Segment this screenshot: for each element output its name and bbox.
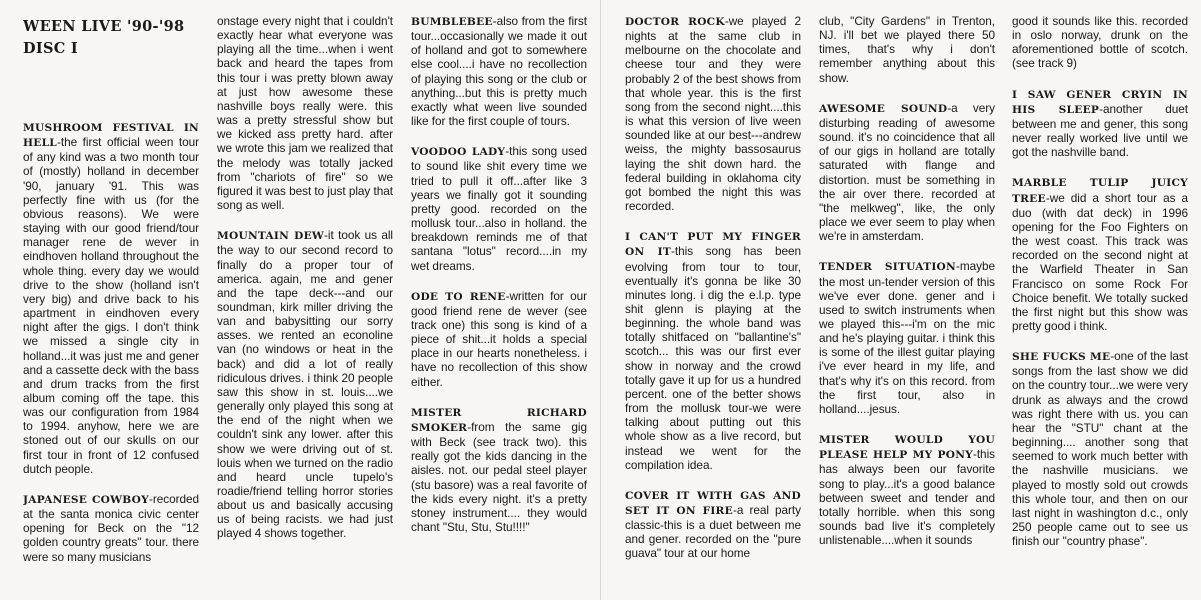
track-description: -the first official ween tour of any kind was a two month tour of (mostly) holland in december '90, january '91. This was perfectly fine with us (for the obvious reasons). We were staying with our good friend/tour manager rene de wever in eindhoven holland throughout the whole thing. every day we would drive to the show (holland isn't very big) and drive back to his apartment in eindhoven every night after the gigs. I don't think we missed a single city in holland...it was just me and gener and a cassette deck with the bass and drum tracks from the first album coming off the tape. this was our configuration from 1984 to 1994. anyhow, here we are stoned out of our skulls on our first tour in front of 12 confused dutch people.: [23, 135, 199, 476]
track-heading: DOCTOR ROCK: [625, 16, 725, 28]
track-heading: AWESOME SOUND: [819, 102, 948, 115]
track-description: -one of the last songs from the last show we did on the country tour...we were very drunk as always and the crowd was right there with us. you can hear the "STU" chant at the beginning.... another song that seemed to work much better with the nashville musicians. we played to mostly sold out crowds this whole tour, and then on our last night in washington d.c., only 250 people came out to see us finish our "country phase".: [1012, 349, 1188, 549]
track-note-awesome-sound: [819, 101, 995, 244]
track-description: good it sounds like this. recorded in oslo norway, drunk on the aforementioned bottle of scotch. (see track 9): [1012, 14, 1188, 71]
track-note-i-saw-gener-cryin: [1012, 87, 1188, 160]
track-heading: MISTER WOULD YOU PLEASE HELP MY PONY: [819, 434, 995, 462]
track-note-help-my-pony-continued: [1012, 14, 1188, 71]
booklet-left-page: [0, 0, 600, 600]
track-heading: MOUNTAIN DEW: [217, 230, 325, 243]
track-note-ode-to-rene: [411, 289, 587, 389]
track-description: -written for our good friend rene de wever (see track one) this song is kind of a piece of shit...it holds a special place in our hearts nonetheless. i have no recollection of this show either.: [411, 288, 587, 389]
track-description: onstage every night that i couldn't exactly hear what everyone was playing all the time...when i went back and heard the tapes from this tour i was pretty blown away at just how awesome these nashville boys really were. this was a pretty stressful show but we kicked ass pretty hard. after we wrote this jam we realized that the melody was totally jacked from "chariots of fire" so we figured it was best to just play that song as well.: [217, 14, 393, 213]
track-description: club, "City Gardens" in Trenton, NJ. i'll bet we played there 50 times, that's why i don't remember anything about this show.: [819, 14, 995, 85]
track-note-mountain-dew: [217, 228, 393, 540]
track-description: -we did a short tour as a duo (with dat deck) in 1996 opening for the Foo Fighters on the west coast. This track was recorded on the second night at the Warfield Theater in San Francisco on some Rock For Choice benefit. We totally sucked the first night but this show was pretty good i think.: [1012, 190, 1188, 333]
liner-notes-column-5: [819, 14, 995, 600]
track-note-cover-it-with-gas-continued: [819, 14, 995, 85]
track-note-marble-tulip-juicy-tree: [1012, 175, 1188, 333]
track-description: -also from the first tour...occasionally we made it out of holland and got to somewhere else cool....i have no recollection of playing this song or the club or anything...but this is pretty much exactly what ween live sounded like for the first couple of tours.: [411, 14, 587, 129]
track-description: -a very disturbing reading of awesome sound. it's no coincidence that all of our gigs in holland are totally saturated with flange and distortion. must be something in the air over there. recorded at "the melkweg", like, the only place we ever seem to play when we're in amsterdam.: [819, 100, 995, 244]
track-description: -this song has been evolving from tour to tour, eventually it's gonna be like 30 minutes long. i dig the e.l.p. type shit glenn is playing at the beginning. the whole band was totally shitfaced on "ballantine's" scotch... this was our first ever show in norway and the crowd totally gave it up for us a hundred percent. one of the better shows from the mollusk tour-we were talking about putting out this whole show as a live record, but instead we went for the compilation idea.: [625, 244, 801, 472]
track-description: -a real party classic-this is a duet between me and gener. recorded on the "pure guava" tour at our home: [625, 503, 801, 561]
liner-notes-column-6: [1012, 14, 1188, 600]
track-description: -another duet between me and gener, this song never really worked live until we got the nashville band.: [1012, 101, 1188, 160]
liner-notes-column-4: [625, 14, 801, 600]
track-note-tender-situation: [819, 259, 995, 416]
track-note-help-my-pony: [819, 432, 995, 547]
track-note-mister-richard-smoker: [411, 405, 587, 534]
track-heading: JAPANESE COWBOY: [23, 493, 149, 506]
track-description: -this song used to sound like shit every time we tried to pull it off...after like 3 years we finally got it sounding pretty good. recorded on the mollusk tour...also in holland. the breakdown reminds me of that santana "lotus" record....in my wet dreams.: [411, 144, 587, 273]
track-note-i-cant-put-my-finger-on-it: [625, 229, 801, 472]
track-description: -it took us all the way to our second record to finally do a proper tour of america. again, me and gener and the tape deck---and our soundman, kirk miller driving the van and babysitting our sorry asses. we rented an econoline van (no windows or heat in the back) and did a lot of really ridiculous drives. i think 20 people saw this show in st. louis....we generally only played this song at the end of the night when we couldn't sink any lower. after this show we were driving out of st. louis when we turned on the radio and heard uncle tupelo's roadie/friend telling horror stories about us and basically accusing us of being racists. we had just played 4 shows together.: [217, 228, 393, 541]
track-description: -maybe the most un-tender version of this we've ever done. gener and i used to switch instruments when we played this---i'm on the mic and he's playing guitar. i think this is some of the illest guitar playing i've ever heard in my life, and that's why it's on this record. from the first tour, also in holland....jesus.: [819, 259, 995, 416]
track-note-bumblebee: [411, 14, 587, 128]
track-heading: MISTER RICHARD SMOKER: [411, 406, 587, 434]
track-description: -this has always been our favorite song to play...it's a good balance between sweet and tender and totally horrible. when this song sounds bad live it's completely unlistenable....when it sounds: [819, 447, 995, 548]
track-note-japanese-cowboy: [23, 492, 199, 564]
track-note-japanese-cowboy-continued: [217, 14, 393, 212]
track-note-mushroom-festival: [23, 120, 199, 476]
booklet-title: WEEN LIVE '90-'98: [23, 18, 185, 35]
liner-notes-column-2: [217, 14, 393, 600]
track-heading: MUSHROOM FESTIVAL IN HELL: [23, 122, 199, 150]
liner-notes-column-3: [411, 14, 587, 600]
track-note-she-fucks-me: [1012, 349, 1188, 548]
track-heading: TENDER SITUATION: [819, 261, 956, 274]
track-note-doctor-rock: [625, 14, 801, 213]
track-heading: MARBLE TULIP JUICY TREE: [1012, 177, 1188, 205]
track-heading: COVER IT WITH GAS AND SET IT ON FIRE: [625, 489, 801, 517]
track-heading: VOODOO LADY: [411, 146, 506, 159]
track-heading: SHE FUCKS ME: [1012, 351, 1111, 364]
liner-notes-column-1: [23, 14, 199, 600]
track-heading: I CAN'T PUT MY FINGER ON IT: [625, 231, 801, 259]
track-note-cover-it-with-gas: [625, 488, 801, 561]
track-heading: I SAW GENER CRYIN IN HIS SLEEP: [1012, 88, 1188, 116]
booklet-right-page: [601, 0, 1201, 600]
track-heading: BUMBLEBEE: [411, 16, 493, 28]
disc-label: DISC I: [23, 40, 78, 57]
track-note-voodoo-lady: [411, 144, 587, 272]
track-description: -we played 2 nights at the same club in melbourne on the chocolate and cheese tour and they were probably 2 of the best shows from that whole year. this is the first song from the second night....this is what this version of live ween sounded like at our best---andrew weiss, the mighty bassosaurus laying the shit down hard. the federal building in oklahoma city got bombed the night this was recorded.: [625, 14, 801, 214]
track-heading: ODE TO RENE: [411, 290, 506, 303]
track-description: -recorded at the santa monica civic center opening for Beck on the "12 golden country greats" tour. there were so many musicians: [23, 491, 199, 564]
track-description: -from the same gig with Beck (see track two). this really got the kids dancing in the aisles. not. our pedal steel player (stu basore) was a real favorite of the kids every night. it's a pretty stoney instrument.... they would chant "Stu, Stu, Stu!!!!": [411, 419, 587, 534]
